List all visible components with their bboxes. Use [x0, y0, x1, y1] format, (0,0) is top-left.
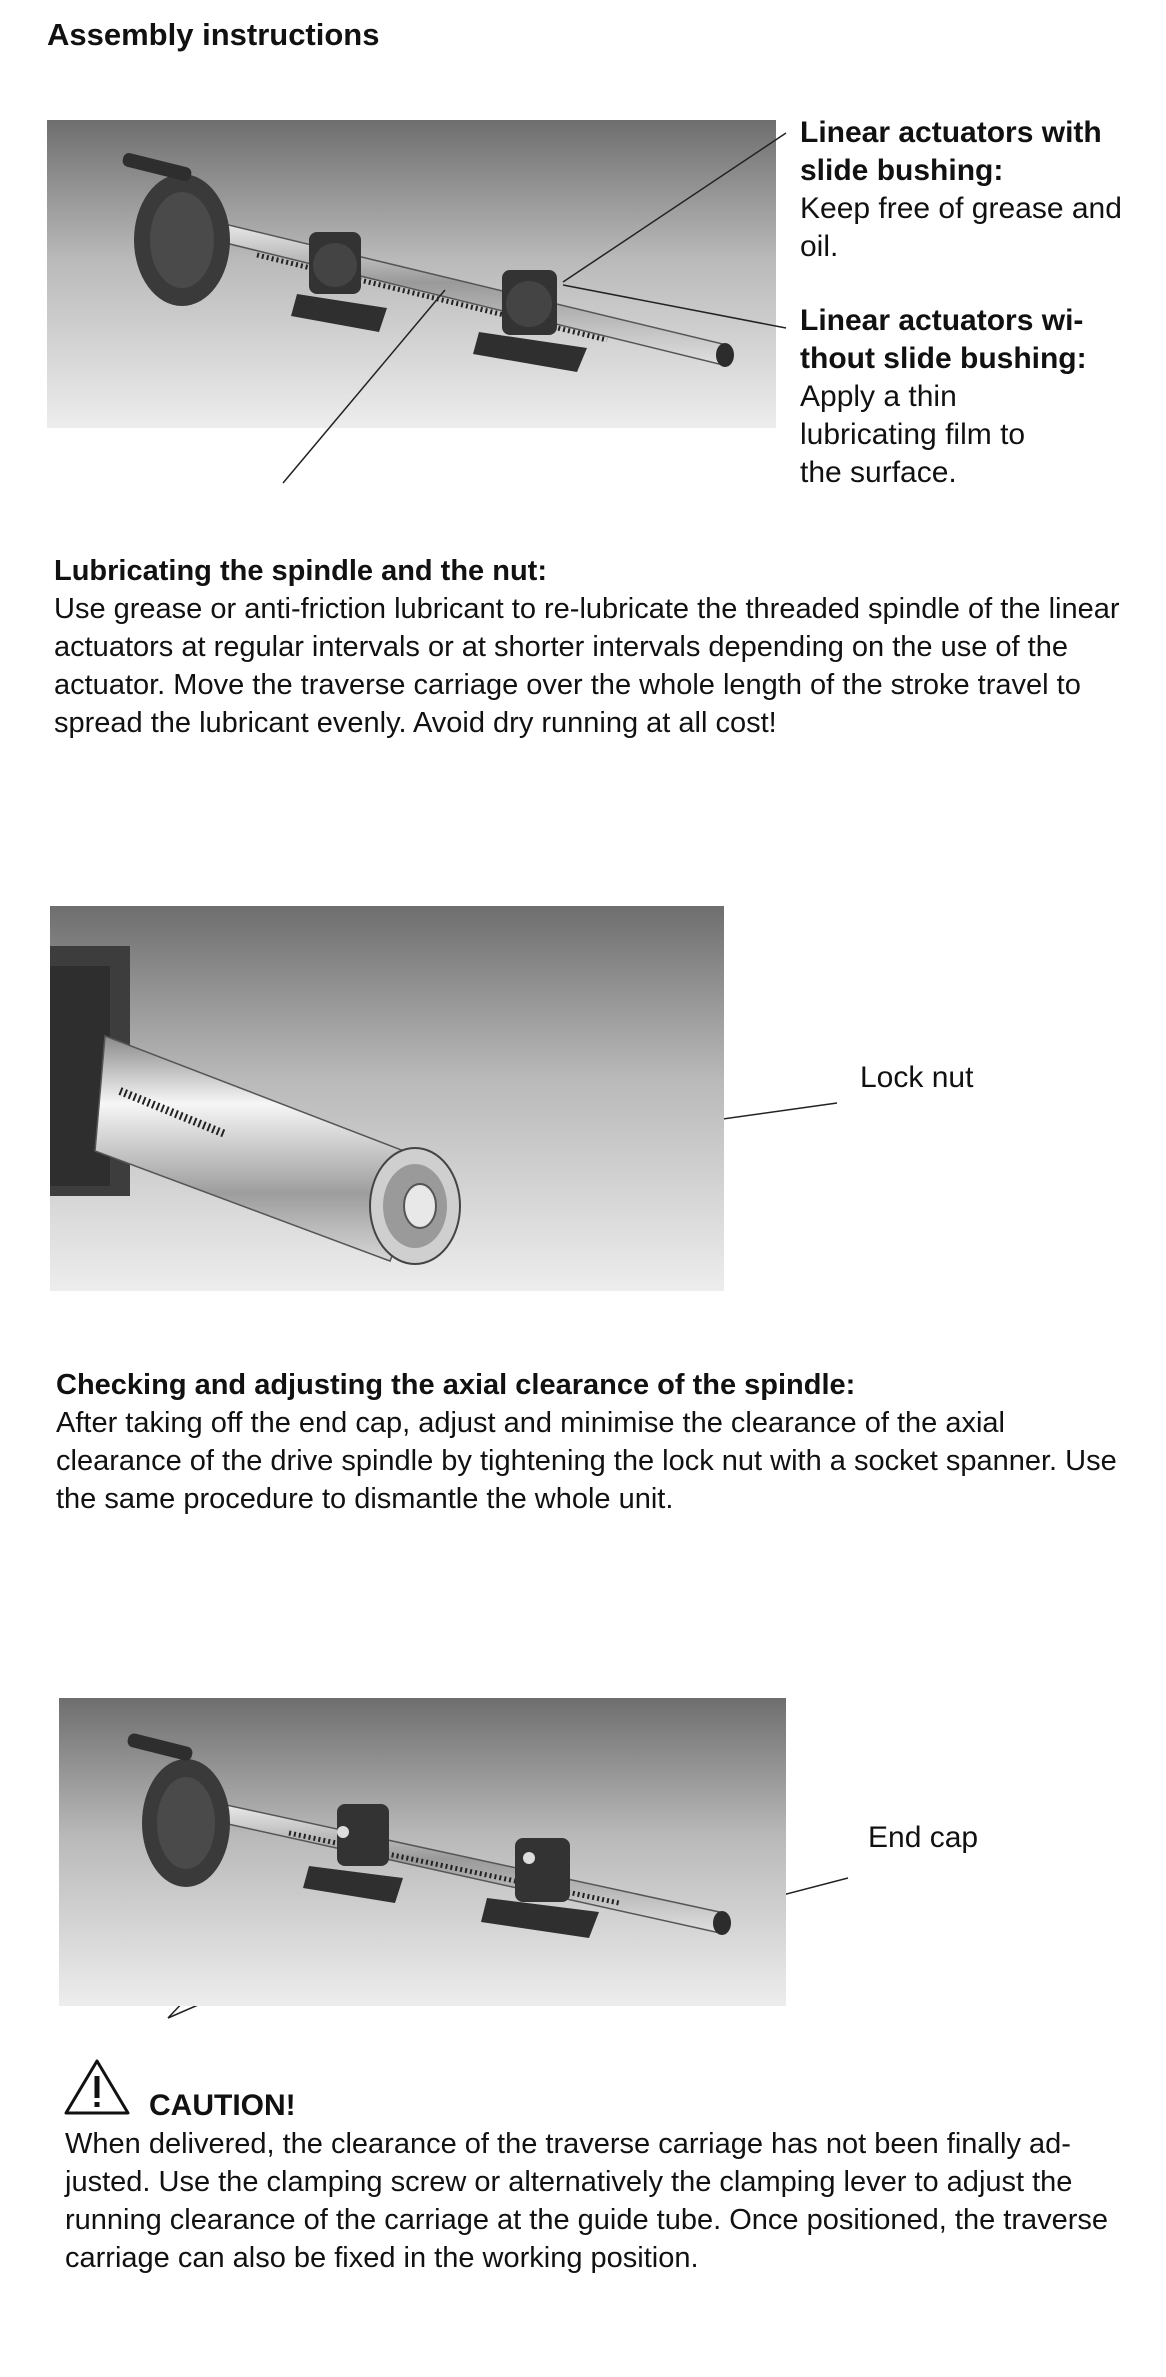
clearance-section — [56, 1366, 1126, 1518]
lubrication-section — [54, 552, 1124, 742]
end-cap-photo — [59, 1698, 786, 2006]
end-cap-label: End cap — [868, 1821, 979, 1854]
note-slide-bushing-body: Keep free of grease and oil. — [800, 192, 1122, 263]
warning-triangle-icon — [63, 2058, 131, 2121]
clearance-body: After taking off the end cap, adjust and minimise the clearance of the axial clearance of the drive spindle by tightening the lock nut with a socket spanner. Use the same procedure to dismantle the whole unit. — [56, 1407, 1117, 1515]
lubrication-heading: Lubricating the spindle and the nut: — [54, 555, 547, 587]
actuator-photo — [47, 120, 776, 428]
note-slide-bushing — [800, 114, 1130, 266]
note-no-slide-bushing-body: Apply a thin lubricating film to the surface. — [800, 380, 1026, 489]
lock-nut-label: Lock nut — [860, 1061, 974, 1094]
tube-end-photo — [50, 906, 724, 1291]
lubrication-body: Use grease or anti-friction lubricant to re-lubricate the threaded spindle of the linear actuators at regular intervals or at shorter intervals depending on the use of the actuator. Move the traverse carriage over the whole length of the stroke travel to spread the lubricant evenly. Avoid dry running at all cost! — [54, 593, 1120, 739]
note-no-slide-bushing-title: Linear actuators wi-thout slide bushing: — [800, 304, 1087, 375]
caution-body: When delivered, the clearance of the traverse carriage has not been finally ad-justed. Use the clamping screw or alternatively the clamping lever to adjust the running clearance of the carriage at the guide tube. Once positioned, the traverse carriage can also be fixed in the working position. — [65, 2128, 1109, 2274]
caution-title: CAUTION! — [149, 2089, 296, 2122]
note-no-slide-bushing — [800, 302, 1130, 492]
note-slide-bushing-title: Linear actuators with slide bushing: — [800, 116, 1102, 187]
page-title: Assembly instructions — [47, 17, 380, 52]
clearance-heading: Checking and adjusting the axial clearance of the spindle: — [56, 1369, 856, 1401]
